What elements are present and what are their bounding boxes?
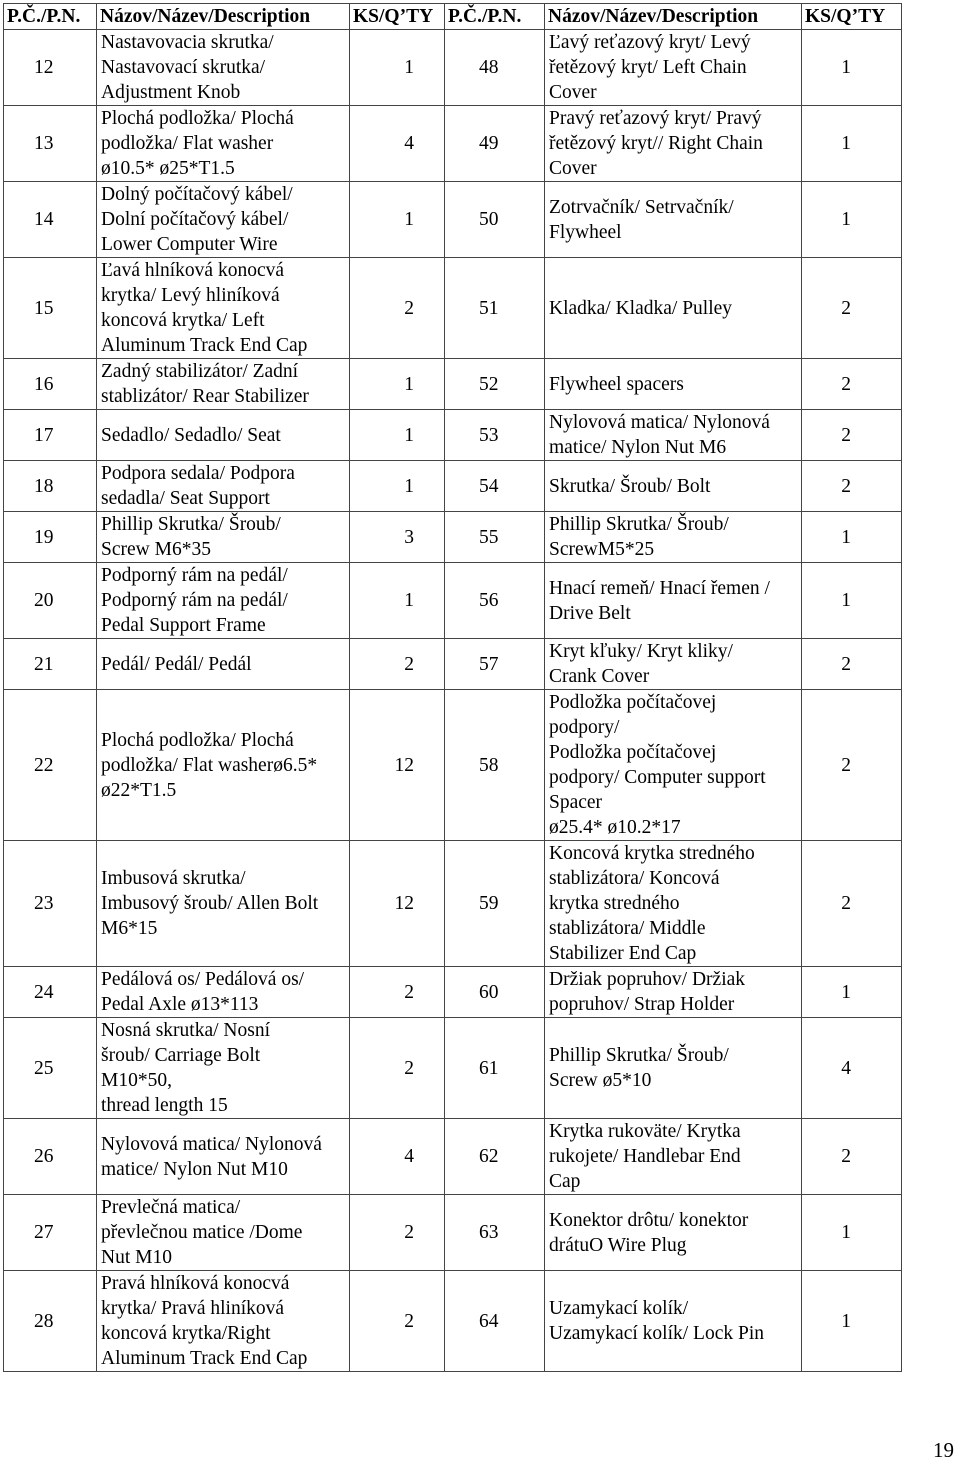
part-number-right: 57	[445, 639, 545, 690]
quantity-right: 1	[802, 106, 902, 182]
description-right: Skrutka/ Šroub/ Bolt	[545, 461, 802, 512]
part-number-right: 49	[445, 106, 545, 182]
part-number-left: 13	[4, 106, 97, 182]
table-row	[4, 1018, 902, 1119]
description-right: Držiak popruhov/ Držiak popruhov/ Strap Holder	[545, 967, 802, 1018]
quantity-right: 2	[802, 410, 902, 461]
table-row	[4, 512, 902, 563]
header-desc-left: Názov/Název/Description	[97, 4, 350, 30]
quantity-right: 1	[802, 30, 902, 106]
description-left: Pravá hlníková konocvá krytka/ Pravá hliníková koncová krytka/Right Aluminum Track End Cap	[97, 1271, 350, 1372]
part-number-right: 54	[445, 461, 545, 512]
part-number-right: 62	[445, 1119, 545, 1195]
description-right: Kryt kľuky/ Kryt kliky/ Crank Cover	[545, 639, 802, 690]
part-number-left: 22	[4, 690, 97, 841]
quantity-left: 2	[350, 1018, 445, 1119]
quantity-left: 1	[350, 461, 445, 512]
part-number-left: 18	[4, 461, 97, 512]
table-row	[4, 410, 902, 461]
part-number-right: 48	[445, 30, 545, 106]
quantity-left: 1	[350, 359, 445, 410]
part-number-right: 56	[445, 563, 545, 639]
description-right: Phillip Skrutka/ Šroub/ ScrewM5*25	[545, 512, 802, 563]
table-row	[4, 639, 902, 690]
part-number-right: 59	[445, 841, 545, 967]
description-right: Zotrvačník/ Setrvačník/ Flywheel	[545, 182, 802, 258]
header-row	[4, 4, 902, 30]
part-number-left: 19	[4, 512, 97, 563]
quantity-right: 2	[802, 1119, 902, 1195]
part-number-left: 14	[4, 182, 97, 258]
description-left: Plochá podložka/ Plochá podložka/ Flat washer ø10.5* ø25*T1.5	[97, 106, 350, 182]
part-number-right: 55	[445, 512, 545, 563]
description-left: Nylovová matica/ Nylonová matice/ Nylon Nut M10	[97, 1119, 350, 1195]
parts-table	[3, 3, 902, 1372]
description-left: Zadný stabilizátor/ Zadní stablizátor/ Rear Stabilizer	[97, 359, 350, 410]
table-row	[4, 258, 902, 359]
quantity-right: 2	[802, 258, 902, 359]
description-right: Krytka rukoväte/ Krytka rukojete/ Handlebar End Cap	[545, 1119, 802, 1195]
quantity-left: 1	[350, 563, 445, 639]
description-left: Pedál/ Pedál/ Pedál	[97, 639, 350, 690]
description-right: Kladka/ Kladka/ Pulley	[545, 258, 802, 359]
quantity-right: 1	[802, 563, 902, 639]
quantity-left: 1	[350, 182, 445, 258]
description-left: Imbusová skrutka/ Imbusový šroub/ Allen Bolt M6*15	[97, 841, 350, 967]
description-right: Flywheel spacers	[545, 359, 802, 410]
quantity-right: 2	[802, 461, 902, 512]
part-number-left: 26	[4, 1119, 97, 1195]
quantity-left: 1	[350, 410, 445, 461]
quantity-right: 1	[802, 967, 902, 1018]
description-right: Konektor drôtu/ konektor drátuO Wire Plug	[545, 1195, 802, 1271]
part-number-left: 20	[4, 563, 97, 639]
header-qty-right: KS/Q’TY	[802, 4, 902, 30]
part-number-left: 12	[4, 30, 97, 106]
description-left: Phillip Skrutka/ Šroub/ Screw M6*35	[97, 512, 350, 563]
part-number-right: 63	[445, 1195, 545, 1271]
part-number-right: 50	[445, 182, 545, 258]
description-right: Nylovová matica/ Nylonová matice/ Nylon Nut M6	[545, 410, 802, 461]
description-right: Podložka počítačovej podpory/ Podložka počítačovej podpory/ Computer support Spacer ø25.4* ø10.2*17	[545, 690, 802, 841]
header-pn-left: P.Č./P.N.	[4, 4, 97, 30]
description-left: Pedálová os/ Pedálová os/ Pedal Axle ø13*113	[97, 967, 350, 1018]
quantity-left: 2	[350, 1271, 445, 1372]
table-row	[4, 461, 902, 512]
quantity-left: 1	[350, 30, 445, 106]
quantity-left: 2	[350, 639, 445, 690]
description-left: Plochá podložka/ Plochá podložka/ Flat washerø6.5* ø22*T1.5	[97, 690, 350, 841]
table-row	[4, 359, 902, 410]
quantity-right: 1	[802, 1271, 902, 1372]
quantity-left: 12	[350, 690, 445, 841]
quantity-right: 2	[802, 690, 902, 841]
part-number-right: 64	[445, 1271, 545, 1372]
table-row	[4, 1195, 902, 1271]
table-row	[4, 182, 902, 258]
part-number-left: 17	[4, 410, 97, 461]
quantity-left: 2	[350, 967, 445, 1018]
header-qty-left: KS/Q’TY	[350, 4, 445, 30]
part-number-left: 28	[4, 1271, 97, 1372]
page-number: 19	[933, 1438, 954, 1462]
part-number-left: 25	[4, 1018, 97, 1119]
table-row	[4, 967, 902, 1018]
parts-rows	[4, 30, 902, 1372]
description-right: Hnací remeň/ Hnací řemen / Drive Belt	[545, 563, 802, 639]
description-left: Nastavovacia skrutka/ Nastavovací skrutka/ Adjustment Knob	[97, 30, 350, 106]
quantity-right: 2	[802, 359, 902, 410]
quantity-right: 1	[802, 512, 902, 563]
quantity-right: 2	[802, 639, 902, 690]
part-number-right: 53	[445, 410, 545, 461]
part-number-left: 16	[4, 359, 97, 410]
table-row	[4, 1271, 902, 1372]
quantity-right: 1	[802, 182, 902, 258]
part-number-right: 60	[445, 967, 545, 1018]
description-left: Dolný počítačový kábel/ Dolní počítačový kábel/ Lower Computer Wire	[97, 182, 350, 258]
part-number-left: 24	[4, 967, 97, 1018]
quantity-left: 4	[350, 1119, 445, 1195]
table-row	[4, 30, 902, 106]
part-number-left: 15	[4, 258, 97, 359]
quantity-left: 2	[350, 258, 445, 359]
table-row	[4, 1119, 902, 1195]
description-left: Podpora sedala/ Podpora sedadla/ Seat Support	[97, 461, 350, 512]
part-number-right: 52	[445, 359, 545, 410]
quantity-left: 12	[350, 841, 445, 967]
table-row	[4, 106, 902, 182]
description-right: Ľavý reťazový kryt/ Levý řetězový kryt/ Left Chain Cover	[545, 30, 802, 106]
table-row	[4, 690, 902, 841]
table-row	[4, 563, 902, 639]
description-right: Pravý reťazový kryt/ Pravý řetězový kryt// Right Chain Cover	[545, 106, 802, 182]
part-number-right: 61	[445, 1018, 545, 1119]
header-desc-right: Názov/Název/Description	[545, 4, 802, 30]
part-number-right: 51	[445, 258, 545, 359]
quantity-left: 2	[350, 1195, 445, 1271]
description-right: Uzamykací kolík/ Uzamykací kolík/ Lock Pin	[545, 1271, 802, 1372]
header-pn-right: P.Č./P.N.	[445, 4, 545, 30]
description-left: Nosná skrutka/ Nosní šroub/ Carriage Bolt M10*50, thread length 15	[97, 1018, 350, 1119]
description-left: Podporný rám na pedál/ Podporný rám na pedál/ Pedal Support Frame	[97, 563, 350, 639]
description-left: Ľavá hlníková konocvá krytka/ Levý hliníková koncová krytka/ Left Aluminum Track End Cap	[97, 258, 350, 359]
part-number-left: 27	[4, 1195, 97, 1271]
part-number-left: 21	[4, 639, 97, 690]
description-left: Prevlečná matica/ převlečnou matice /Dome Nut M10	[97, 1195, 350, 1271]
quantity-left: 3	[350, 512, 445, 563]
description-left: Sedadlo/ Sedadlo/ Seat	[97, 410, 350, 461]
description-right: Phillip Skrutka/ Šroub/ Screw ø5*10	[545, 1018, 802, 1119]
quantity-right: 4	[802, 1018, 902, 1119]
part-number-right: 58	[445, 690, 545, 841]
quantity-right: 2	[802, 841, 902, 967]
description-right: Koncová krytka stredného stablizátora/ Koncová krytka stredného stablizátora/ Middle Stabilizer End Cap	[545, 841, 802, 967]
part-number-left: 23	[4, 841, 97, 967]
quantity-right: 1	[802, 1195, 902, 1271]
table-row	[4, 841, 902, 967]
quantity-left: 4	[350, 106, 445, 182]
